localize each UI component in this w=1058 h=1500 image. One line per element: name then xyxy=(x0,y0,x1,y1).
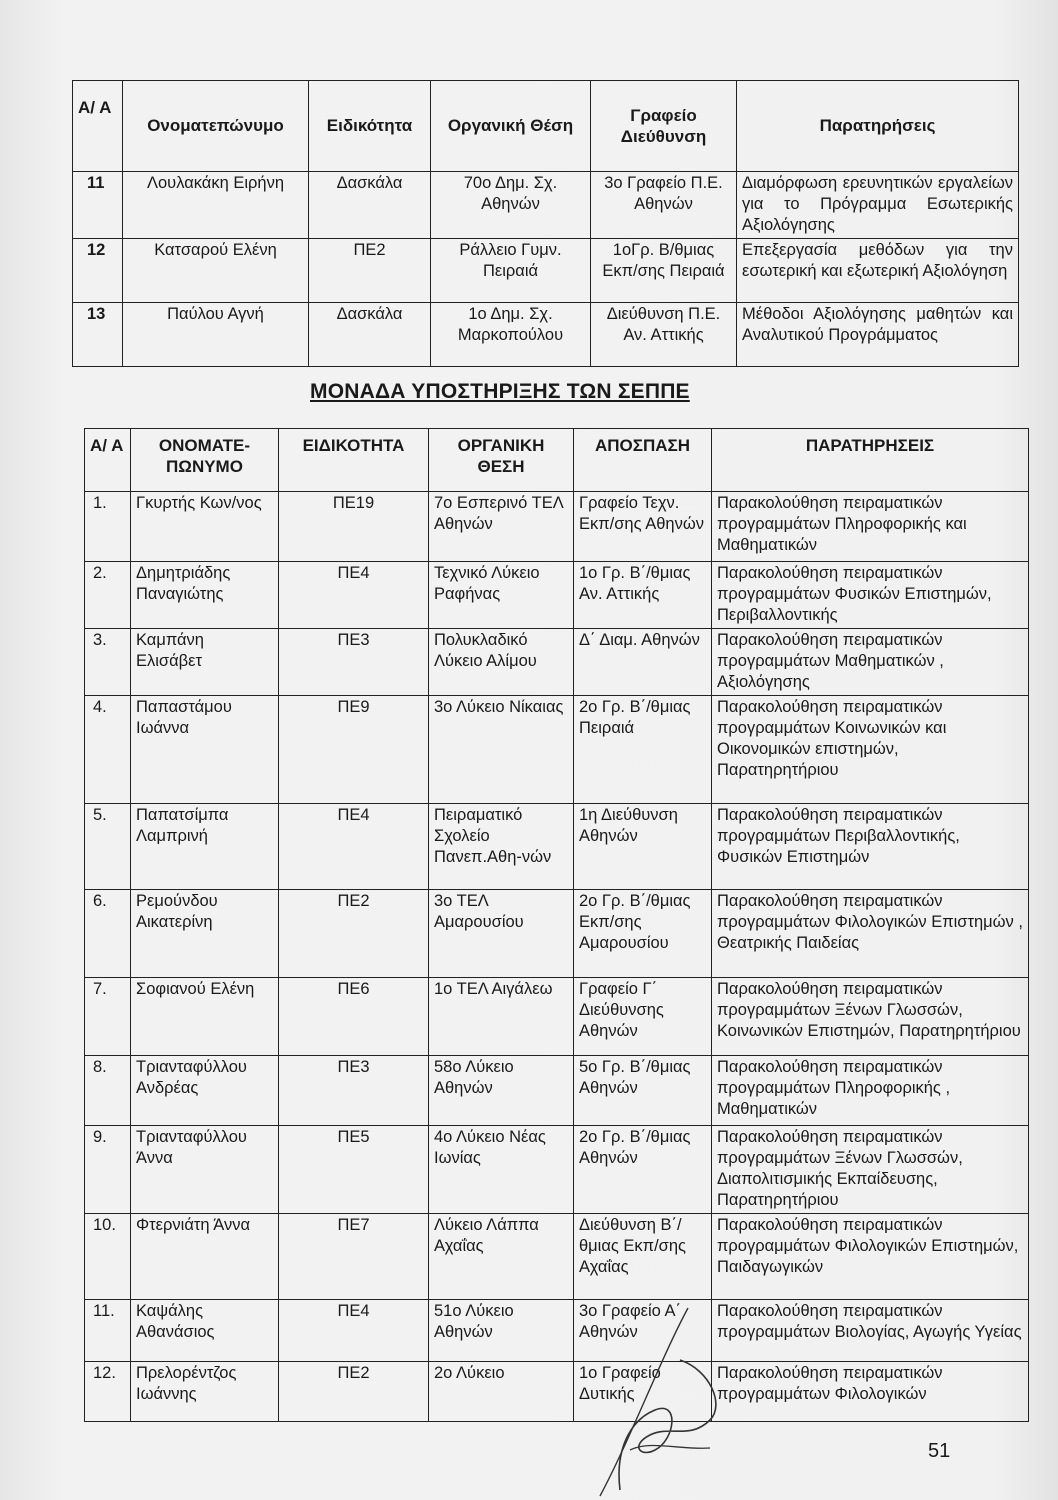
secondment: Γραφείο Τεχν. Εκπ/σης Αθηνών xyxy=(574,492,712,562)
row-number: 11 xyxy=(73,172,123,239)
row-number: 12 xyxy=(73,239,123,303)
table-row xyxy=(85,629,1029,696)
organic-position: 70ο Δημ. Σχ. Αθηνών xyxy=(431,172,591,239)
specialty: ΠΕ4 xyxy=(279,562,429,629)
col-header-aa: Α/ Α xyxy=(73,81,123,172)
row-number: 10. xyxy=(85,1214,131,1300)
organic-position: Λύκειο Λάππα Αχαΐας xyxy=(429,1214,574,1300)
organic-position: Ράλλειο Γυμν. Πειραιά xyxy=(431,239,591,303)
specialty: ΠΕ3 xyxy=(279,629,429,696)
person-name: Τριανταφύλλου Ανδρέας xyxy=(131,1056,279,1126)
table-row xyxy=(85,890,1029,978)
table-row xyxy=(85,1126,1029,1214)
remarks: Παρακολούθηση πειραματικών προγραμμάτων Ξένων Γλωσσών, Διαπολιτισμικής Εκπαίδευσης, Παρατηρητήριου xyxy=(712,1126,1029,1214)
row-number: 12. xyxy=(85,1362,131,1422)
row-number: 5. xyxy=(85,804,131,890)
table-row xyxy=(85,978,1029,1056)
row-number: 3. xyxy=(85,629,131,696)
row-number: 7. xyxy=(85,978,131,1056)
col-header-specialty: ΕΙΔΙΚΟΤΗΤΑ xyxy=(279,429,429,492)
organic-position: 2ο Λύκειο xyxy=(429,1362,574,1422)
table-row xyxy=(85,1056,1029,1126)
col-header-position: Οργανική Θέση xyxy=(431,81,591,172)
col-header-secondment: ΑΠΟΣΠΑΣΗ xyxy=(574,429,712,492)
specialty: Δασκάλα xyxy=(309,172,431,239)
person-name: Λουλακάκη Ειρήνη xyxy=(123,172,309,239)
organic-position: 7ο Εσπερινό ΤΕΛ Αθηνών xyxy=(429,492,574,562)
remarks: Παρακολούθηση πειραματικών προγραμμάτων Κοινωνικών και Οικονομικών επιστημών, Παρατηρητήριου xyxy=(712,696,1029,804)
person-name: Παπαστάμου Ιωάννα xyxy=(131,696,279,804)
staff-table-top xyxy=(72,80,1019,367)
specialty: ΠΕ3 xyxy=(279,1056,429,1126)
section-heading: ΜΟΝΑΔΑ ΥΠΟΣΤΗΡΙΞΗΣ ΤΩΝ ΣΕΠΠΕ xyxy=(310,380,690,403)
col-header-position: ΟΡΓΑΝΙΚΗ ΘΕΣΗ xyxy=(429,429,574,492)
person-name: Τριανταφύλλου Άννα xyxy=(131,1126,279,1214)
row-number: 1. xyxy=(85,492,131,562)
table-row xyxy=(85,1214,1029,1300)
col-header-remarks: Παρατηρήσεις xyxy=(737,81,1019,172)
secondment: 5ο Γρ. Β΄/θμιας Αθηνών xyxy=(574,1056,712,1126)
person-name: Πρελορέντζος Ιωάννης xyxy=(131,1362,279,1422)
person-name: Σοφιανού Ελένη xyxy=(131,978,279,1056)
table-header-row xyxy=(73,81,1019,172)
table-row xyxy=(85,1300,1029,1362)
col-header-name: Ονοματεπώνυμο xyxy=(123,81,309,172)
row-number: 4. xyxy=(85,696,131,804)
office: Διεύθυνση Π.Ε. Αν. Αττικής xyxy=(591,303,737,367)
col-header-remarks: ΠΑΡΑΤΗΡΗΣΕΙΣ xyxy=(712,429,1029,492)
person-name: Κατσαρού Ελένη xyxy=(123,239,309,303)
person-name: Γκυρτής Κων/νος xyxy=(131,492,279,562)
specialty: ΠΕ2 xyxy=(279,890,429,978)
organic-position: Τεχνικό Λύκειο Ραφήνας xyxy=(429,562,574,629)
organic-position: Πειραματικό Σχολείο Πανεπ.Αθη-νών xyxy=(429,804,574,890)
table-row xyxy=(85,1362,1029,1422)
specialty: ΠΕ9 xyxy=(279,696,429,804)
person-name: Παπατσίμπα Λαμπρινή xyxy=(131,804,279,890)
specialty: ΠΕ7 xyxy=(279,1214,429,1300)
specialty: ΠΕ5 xyxy=(279,1126,429,1214)
specialty: ΠΕ4 xyxy=(279,1300,429,1362)
remarks: Παρακολούθηση πειραματικών προγραμμάτων Ξένων Γλωσσών, Κοινωνικών Επιστημών, Παρατηρητήριου xyxy=(712,978,1029,1056)
row-number: 6. xyxy=(85,890,131,978)
table-row xyxy=(73,303,1019,367)
table-row xyxy=(73,239,1019,303)
table-row xyxy=(85,562,1029,629)
col-header-name: ΟΝΟΜΑΤΕ- ΠΩΝΥΜΟ xyxy=(131,429,279,492)
person-name: Καμπάνη Ελισάβετ xyxy=(131,629,279,696)
remarks: Παρακολούθηση πειραματικών προγραμμάτων Φυσικών Επιστημών, Περιβαλλοντικής xyxy=(712,562,1029,629)
table-row xyxy=(85,492,1029,562)
remarks: Παρακολούθηση πειραματικών προγραμμάτων Περιβαλλοντικής, Φυσικών Επιστημών xyxy=(712,804,1029,890)
row-number: 13 xyxy=(73,303,123,367)
secondment: 2ο Γρ. Β΄/θμιας Πειραιά xyxy=(574,696,712,804)
secondment: 3ο Γραφείο Α΄ Αθηνών xyxy=(574,1300,712,1362)
secondment: 1ο Γρ. Β΄/θμιας Αν. Αττικής xyxy=(574,562,712,629)
person-name: Δημητριάδης Παναγιώτης xyxy=(131,562,279,629)
specialty: ΠΕ2 xyxy=(309,239,431,303)
staff-table-main xyxy=(84,428,1029,1422)
remarks: Παρακολούθηση πειραματικών προγραμμάτων Πληροφορικής και Μαθηματικών xyxy=(712,492,1029,562)
person-name: Καψάλης Αθανάσιος xyxy=(131,1300,279,1362)
office: 1οΓρ. Β/θμιας Εκπ/σης Πειραιά xyxy=(591,239,737,303)
row-number: 2. xyxy=(85,562,131,629)
organic-position: Πολυκλαδικό Λύκειο Αλίμου xyxy=(429,629,574,696)
organic-position: 4ο Λύκειο Νέας Ιωνίας xyxy=(429,1126,574,1214)
specialty: Δασκάλα xyxy=(309,303,431,367)
table-row xyxy=(85,804,1029,890)
secondment: 1η Διεύθυνση Αθηνών xyxy=(574,804,712,890)
remarks: Διαμόρφωση ερευνητικών εργαλείων για το Πρόγραμμα Εσωτερικής Αξιολόγησης xyxy=(737,172,1019,239)
main-table-body xyxy=(85,492,1029,1422)
secondment: Δ΄ Διαμ. Αθηνών xyxy=(574,629,712,696)
organic-position: 51ο Λύκειο Αθηνών xyxy=(429,1300,574,1362)
secondment: Διεύθυνση Β΄/θμιας Εκπ/σης Αχαΐας xyxy=(574,1214,712,1300)
remarks: Παρακολούθηση πειραματικών προγραμμάτων Φιλολογικών xyxy=(712,1362,1029,1422)
specialty: ΠΕ4 xyxy=(279,804,429,890)
row-number: 8. xyxy=(85,1056,131,1126)
remarks: Παρακολούθηση πειραματικών προγραμμάτων Φιλολογικών Επιστημών , Θεατρικής Παιδείας xyxy=(712,890,1029,978)
col-header-office: Γραφείο Διεύθυνση xyxy=(591,81,737,172)
organic-position: 3ο ΤΕΛ Αμαρουσίου xyxy=(429,890,574,978)
secondment: 2ο Γρ. Β΄/θμιας Εκπ/σης Αμαρουσίου xyxy=(574,890,712,978)
secondment: 2ο Γρ. Β΄/θμιας Αθηνών xyxy=(574,1126,712,1214)
person-name: Παύλου Αγνή xyxy=(123,303,309,367)
row-number: 9. xyxy=(85,1126,131,1214)
table-row xyxy=(85,696,1029,804)
remarks: Παρακολούθηση πειραματικών προγραμμάτων Μαθηματικών , Αξιολόγησης xyxy=(712,629,1029,696)
remarks: Παρακολούθηση πειραματικών προγραμμάτων Βιολογίας, Αγωγής Υγείας xyxy=(712,1300,1029,1362)
specialty: ΠΕ19 xyxy=(279,492,429,562)
person-name: Ρεμούνδου Αικατερίνη xyxy=(131,890,279,978)
secondment: 1ο Γραφείο Δυτικής xyxy=(574,1362,712,1422)
organic-position: 58ο Λύκειο Αθηνών xyxy=(429,1056,574,1126)
signature xyxy=(560,1300,800,1500)
organic-position: 1ο ΤΕΛ Αιγάλεω xyxy=(429,978,574,1056)
col-header-specialty: Ειδικότητα xyxy=(309,81,431,172)
page-number: 51 xyxy=(928,1440,951,1462)
specialty: ΠΕ2 xyxy=(279,1362,429,1422)
specialty: ΠΕ6 xyxy=(279,978,429,1056)
organic-position: 1ο Δημ. Σχ. Μαρκοπούλου xyxy=(431,303,591,367)
remarks: Παρακολούθηση πειραματικών προγραμμάτων Φιλολογικών Επιστημών, Παιδαγωγικών xyxy=(712,1214,1029,1300)
remarks: Παρακολούθηση πειραματικών προγραμμάτων Πληροφορικής , Μαθηματικών xyxy=(712,1056,1029,1126)
remarks: Επεξεργασία μεθόδων για την εσωτερική και εξωτερική Αξιολόγηση xyxy=(737,239,1019,303)
remarks: Μέθοδοι Αξιολόγησης μαθητών και Αναλυτικού Προγράμματος xyxy=(737,303,1019,367)
organic-position: 3ο Λύκειο Νίκαιας xyxy=(429,696,574,804)
table-row xyxy=(73,172,1019,239)
row-number: 11. xyxy=(85,1300,131,1362)
secondment: Γραφείο Γ΄ Διεύθυνσης Αθηνών xyxy=(574,978,712,1056)
table-header-row xyxy=(85,429,1029,492)
person-name: Φτερνιάτη Άννα xyxy=(131,1214,279,1300)
office: 3ο Γραφείο Π.Ε. Αθηνών xyxy=(591,172,737,239)
col-header-aa: Α/ Α xyxy=(85,429,131,492)
